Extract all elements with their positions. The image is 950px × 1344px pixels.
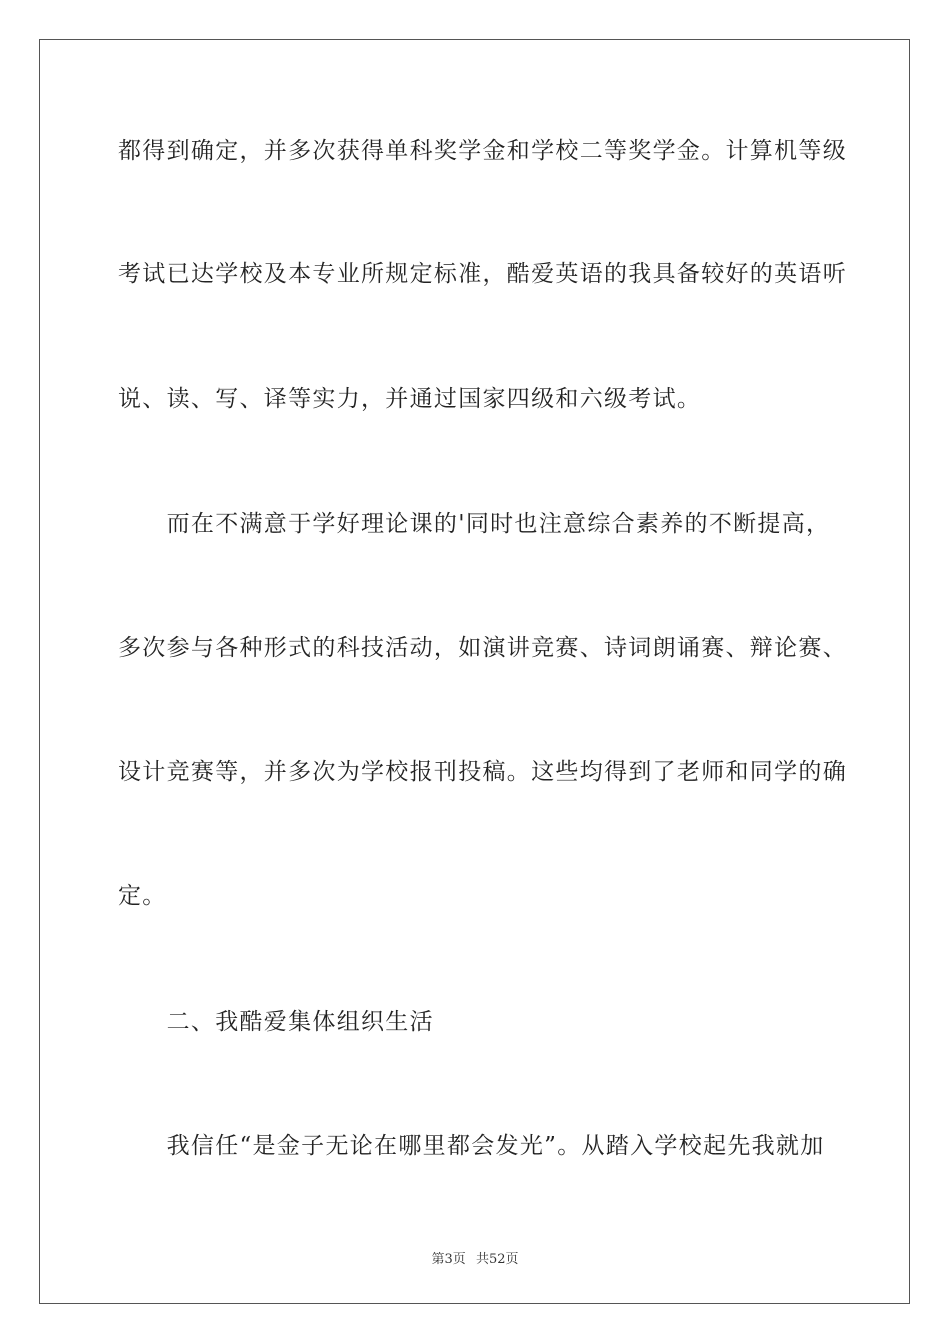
page-total: 共52页 <box>475 1252 519 1267</box>
page-footer <box>0 1248 950 1267</box>
text-line: 我信任“是金子无论在哪里都会发光”。从踏入学校起先我就加 <box>118 1133 825 1159</box>
text-line: 定。 <box>118 883 167 909</box>
page-border <box>39 39 910 1304</box>
text-line: 考试已达学校及本专业所规定标准，酷爱英语的我具备较好的英语听 <box>118 261 847 287</box>
text-line: 说、读、写、译等实力，并通过国家四级和六级考试。 <box>118 386 702 412</box>
text-line: 多次参与各种形式的科技活动，如演讲竞赛、诗词朗诵赛、辩论赛、 <box>118 635 847 661</box>
text-line: 设计竞赛等，并多次为学校报刊投稿。这些均得到了老师和同学的确 <box>118 759 847 785</box>
text-line: 都得到确定，并多次获得单科奖学金和学校二等奖学金。计算机等级 <box>118 138 847 164</box>
section-heading: 二、我酷爱集体组织生活 <box>118 1009 434 1035</box>
text-line: 而在不满意于学好理论课的'同时也注意综合素养的不断提高， <box>118 511 831 537</box>
page-number: 第3页 <box>431 1252 466 1267</box>
